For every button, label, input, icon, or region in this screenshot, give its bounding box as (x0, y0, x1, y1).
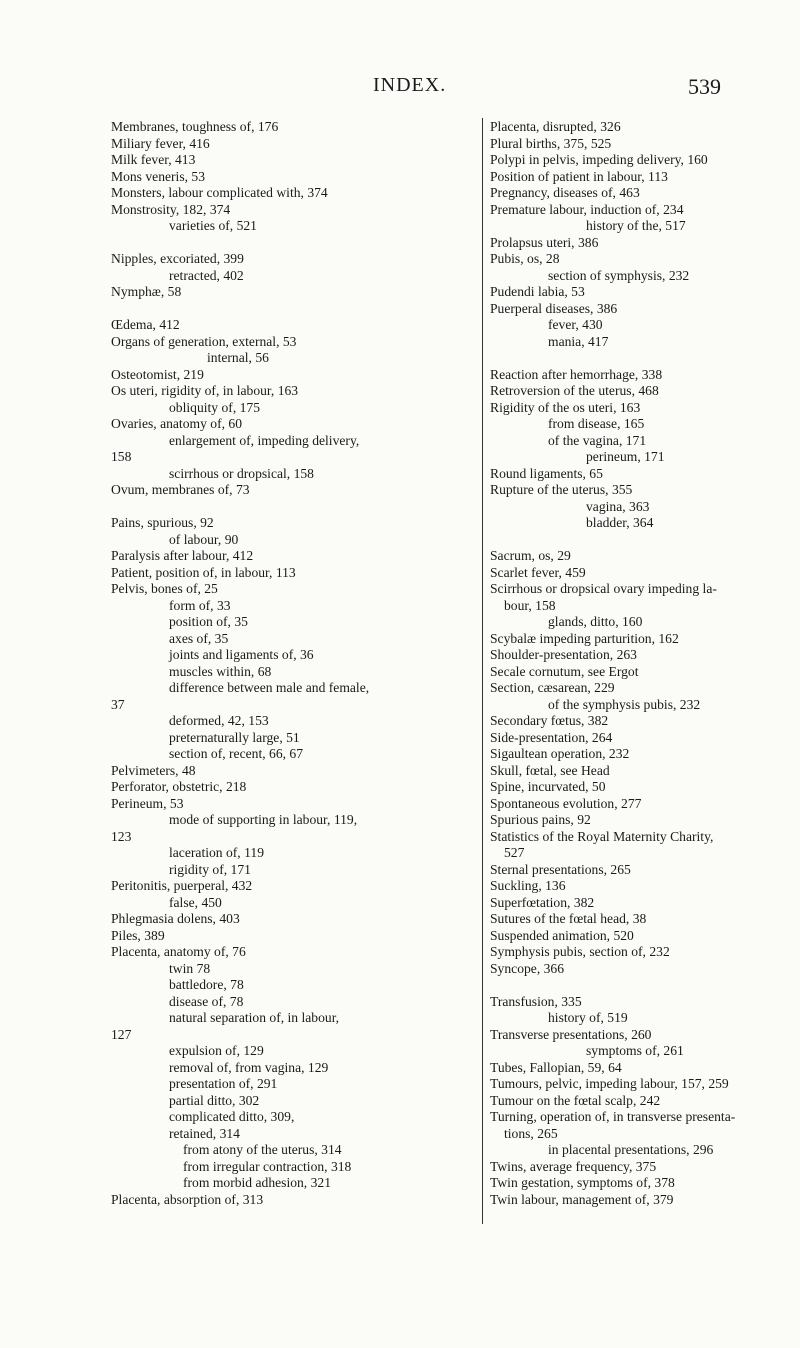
index-subentry: expulsion of, 129 (169, 1043, 264, 1058)
index-subentry: mode of supporting in labour, 119, (169, 812, 358, 827)
index-entry: Placenta, disrupted, 326 (490, 119, 621, 134)
index-entry: Sacrum, os, 29 (490, 548, 571, 563)
index-entry: Pubis, os, 28 (490, 251, 560, 266)
index-subentry: history of the, 517 (586, 218, 686, 233)
index-entry: Osteotomist, 219 (111, 366, 204, 382)
index-subentry: in placental presentations, 296 (548, 1142, 714, 1157)
index-entry: Piles, 389 (111, 927, 165, 943)
index-entry: Suckling, 136 (490, 878, 566, 893)
entry-gap (490, 977, 795, 994)
index-subentry: joints and ligaments of, 36 (169, 647, 314, 662)
index-entry: Sutures of the fœtal head, 38 (490, 911, 647, 926)
index-subentry: partial ditto, 302 (169, 1092, 260, 1108)
index-subentry: battledore, 78 (169, 977, 244, 992)
index-subentry: perineum, 171 (586, 449, 665, 464)
index-entry: Membranes, toughness of, 176 (111, 119, 279, 134)
index-entry: Os uteri, rigidity of, in labour, 163 (111, 383, 299, 398)
index-entry: Skull, fœtal, see Head (490, 762, 610, 778)
index-subentry: 123 (111, 828, 132, 844)
index-subentry: mania, 417 (548, 333, 609, 349)
index-entry: Ovum, membranes of, 73 (111, 482, 250, 497)
index-subentry: axes of, 35 (169, 630, 229, 646)
index-subentry: of the vagina, 171 (548, 432, 647, 448)
index-subentry: twin 78 (169, 960, 211, 976)
index-entry: Scirrhous or dropsical ovary impeding la- (490, 581, 717, 596)
index-entry: Round ligaments, 65 (490, 465, 603, 481)
index-entry: Prolapsus uteri, 386 (490, 234, 599, 250)
entry-gap (111, 235, 481, 252)
index-subentry: from atony of the uterus, 314 (183, 1142, 342, 1157)
index-subentry: complicated ditto, 309, (169, 1109, 295, 1124)
index-subentry: bour, 158 (504, 597, 556, 613)
index-entry: Pregnancy, diseases of, 463 (490, 185, 640, 200)
index-entry: Pudendi labia, 53 (490, 284, 585, 299)
index-entry: Miliary fever, 416 (111, 135, 210, 151)
column-divider (482, 118, 483, 1224)
index-entry: Position of patient in labour, 113 (490, 168, 668, 184)
index-entry: Syncope, 366 (490, 960, 565, 976)
index-subentry: of labour, 90 (169, 531, 239, 547)
index-subentry: vagina, 363 (586, 498, 650, 514)
index-entry: Placenta, absorption of, 313 (111, 1191, 264, 1207)
index-entry: Peritonitis, puerperal, 432 (111, 878, 253, 893)
index-subentry: form of, 33 (169, 597, 231, 613)
index-subentry: laceration of, 119 (169, 845, 264, 860)
index-subentry: bladder, 364 (586, 515, 654, 530)
index-subentry: natural separation of, in labour, (169, 1010, 340, 1025)
index-entry: Suspended animation, 520 (490, 927, 634, 943)
index-entry: Sigaultean operation, 232 (490, 746, 630, 761)
index-entry: Symphysis pubis, section of, 232 (490, 944, 670, 959)
index-subentry: preternaturally large, 51 (169, 729, 300, 745)
index-entry: Twin gestation, symptoms of, 378 (490, 1175, 675, 1190)
index-entry: Twins, average frequency, 375 (490, 1158, 657, 1174)
index-subentry: fever, 430 (548, 317, 603, 332)
index-entry: Section, cæsarean, 229 (490, 680, 615, 695)
index-subentry: glands, ditto, 160 (548, 614, 643, 629)
index-entry: Turning, operation of, in transverse presenta- (490, 1109, 736, 1124)
index-entry: Paralysis after labour, 412 (111, 548, 254, 563)
index-entry: Premature labour, induction of, 234 (490, 201, 684, 217)
index-entry: Superfœtation, 382 (490, 894, 595, 910)
index-subentry: from morbid adhesion, 321 (183, 1175, 331, 1190)
index-entry: Sternal presentations, 265 (490, 861, 631, 877)
index-subentry: 527 (504, 845, 525, 860)
index-entry: Phlegmasia dolens, 403 (111, 911, 240, 926)
index-entry: Monstrosity, 182, 374 (111, 201, 231, 217)
index-subentry: enlargement of, impeding delivery, (169, 432, 360, 448)
index-subentry: symptoms of, 261 (586, 1043, 684, 1058)
index-column-left (111, 119, 481, 1208)
index-entry: Tumours, pelvic, impeding labour, 157, 259 (490, 1076, 729, 1091)
index-subentry: 158 (111, 449, 132, 464)
index-entry: Transfusion, 335 (490, 993, 582, 1009)
index-entry: Polypi in pelvis, impeding delivery, 160 (490, 152, 708, 167)
index-subentry: muscles within, 68 (169, 663, 272, 679)
page-number: 539 (688, 74, 721, 99)
index-subentry: disease of, 78 (169, 993, 244, 1009)
index-entry: Perforator, obstetric, 218 (111, 779, 247, 794)
entry-gap (490, 532, 795, 549)
index-entry: Nymphæ, 58 (111, 284, 182, 299)
index-subentry: history of, 519 (548, 1010, 628, 1025)
index-entry: Organs of generation, external, 53 (111, 333, 297, 349)
index-subentry: 37 (111, 696, 125, 712)
index-subentry: section of, recent, 66, 67 (169, 746, 304, 761)
index-subentry: section of symphysis, 232 (548, 267, 690, 283)
index-entry: Shoulder-presentation, 263 (490, 647, 637, 662)
index-entry: Plural births, 375, 525 (490, 135, 612, 151)
index-entry: Tumour on the fœtal scalp, 242 (490, 1092, 661, 1108)
index-subentry: rigidity of, 171 (169, 861, 251, 877)
entry-gap (111, 499, 481, 516)
index-entry: Monsters, labour complicated with, 374 (111, 185, 328, 200)
index-column-right (490, 119, 795, 1208)
index-entry: Puerperal diseases, 386 (490, 300, 618, 316)
index-subentry: of the symphysis pubis, 232 (548, 696, 701, 712)
index-entry: Reaction after hemorrhage, 338 (490, 366, 663, 382)
index-entry: Spurious pains, 92 (490, 812, 591, 827)
index-entry: Patient, position of, in labour, 113 (111, 564, 296, 580)
index-entry: Pelvis, bones of, 25 (111, 581, 218, 596)
index-subentry: from disease, 165 (548, 416, 645, 431)
index-entry: Placenta, anatomy of, 76 (111, 944, 246, 959)
index-subentry: presentation of, 291 (169, 1076, 278, 1091)
entry-gap (111, 301, 481, 318)
index-subentry: internal, 56 (207, 350, 269, 365)
entry-gap (490, 350, 795, 367)
index-entry: Spine, incurvated, 50 (490, 779, 606, 794)
index-subentry: deformed, 42, 153 (169, 713, 269, 728)
index-entry: Rigidity of the os uteri, 163 (490, 399, 641, 415)
index-entry: Twin labour, management of, 379 (490, 1191, 674, 1207)
index-entry: Ovaries, anatomy of, 60 (111, 416, 242, 431)
index-entry: Scybalæ impeding parturition, 162 (490, 630, 679, 646)
index-entry: Œdema, 412 (111, 317, 180, 332)
index-entry: Tubes, Fallopian, 59, 64 (490, 1059, 622, 1075)
index-entry: Secale cornutum, see Ergot (490, 663, 639, 679)
index-entry: Pelvimeters, 48 (111, 762, 196, 778)
index-subentry: from irregular contraction, 318 (183, 1158, 352, 1174)
index-subentry: 127 (111, 1026, 132, 1042)
index-entry: Side-presentation, 264 (490, 729, 613, 745)
index-subentry: false, 450 (169, 894, 222, 910)
index-entry: Secondary fœtus, 382 (490, 713, 609, 728)
index-entry: Pains, spurious, 92 (111, 515, 214, 530)
index-subentry: tions, 265 (504, 1125, 558, 1141)
index-subentry: obliquity of, 175 (169, 399, 261, 415)
index-entry: Mons veneris, 53 (111, 168, 206, 184)
index-entry: Rupture of the uterus, 355 (490, 482, 633, 497)
index-subentry: removal of, from vagina, 129 (169, 1059, 329, 1075)
index-entry: Transverse presentations, 260 (490, 1026, 652, 1042)
index-entry: Perineum, 53 (111, 795, 184, 811)
index-entry: Spontaneous evolution, 277 (490, 795, 642, 811)
index-entry: Milk fever, 413 (111, 152, 196, 167)
index-subentry: scirrhous or dropsical, 158 (169, 465, 314, 481)
index-subentry: varieties of, 521 (169, 218, 257, 233)
running-title: INDEX. (373, 74, 447, 96)
index-entry: Statistics of the Royal Maternity Charity, (490, 828, 714, 844)
index-subentry: position of, 35 (169, 614, 248, 629)
index-entry: Scarlet fever, 459 (490, 564, 586, 580)
index-entry: Nipples, excoriated, 399 (111, 251, 244, 266)
index-subentry: retained, 314 (169, 1125, 240, 1141)
index-entry: Retroversion of the uterus, 468 (490, 383, 659, 398)
index-subentry: retracted, 402 (169, 267, 244, 283)
index-subentry: difference between male and female, (169, 680, 370, 695)
page-header (0, 74, 800, 104)
